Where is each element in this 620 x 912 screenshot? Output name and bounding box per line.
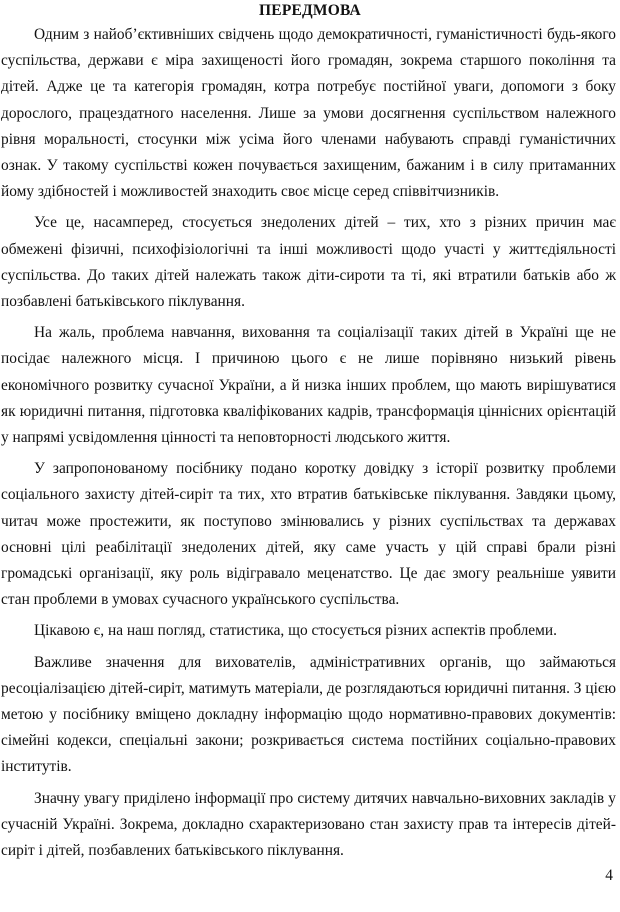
body-text — [1, 22, 616, 869]
paragraph-5: Цікавою є, на наш погляд, статистика, що стосується різних аспектів проблеми. — [34, 622, 557, 640]
paragraph-6: Важливе значення для вихователів, адміністративних органів, що займаються ресоціалізацією дітей-сиріт, матимуть матеріали, де розглядаються юридичні питання. З цією метою у посібнику вміщено докладну інформацію щодо нормативно-правових документів: сімейні кодекси, спеціальні закони; розкривається система постійних соціально-правових інститутів. — [1, 653, 616, 776]
paragraph-2: Усе це, насамперед, стосується знедолених дітей – тих, хто з різних причин має обмежені фізичні, психофізіологічні та інші можливості щодо участі у життєдіяльності суспільства. До таких дітей належать також діти-сироти та ті, які втратили батьків або ж позбавлені батьківського піклування. — [1, 214, 616, 311]
paragraph-4: У запропонованому посібнику подано коротку довідку з історії розвитку проблеми соціального захисту дітей-сиріт та тих, хто втратив батьківське піклування. Завдяки цьому, читач може простежити, як поступово змінювались у різних суспільствах та державах основні цілі реабілітації знедолених дітей, яку саме участь у цій справі брали різні громадські організації, яку роль відігравало меценатство. Це дає змогу реальніше уявити стан проблеми в умовах сучасного українського суспільства. — [1, 460, 616, 609]
page-number: 4 — [605, 867, 613, 884]
paragraph-1: Одним з найоб’єктивніших свідчень щодо демократичності, гуманістичності будь-якого суспільства, держави є міра захищеності його громадян, зокрема старшого покоління та дітей. Адже це та категорія громадян, котра потребує постійної уваги, допомоги з боку дорослого, працездатного населення. Лише за умови досягнення суспільством належного рівня моральності, стосунки між усіма його членами набувають справді гуманістичних ознак. У такому суспільстві кожен почувається захищеним, бажаним і в силу притаманних йому здібностей і можливостей знаходить своє місце серед співвітчизників. — [1, 26, 616, 201]
page-title: ПЕРЕДМОВА — [259, 2, 361, 19]
paragraph-3: На жаль, проблема навчання, виховання та соціалізації таких дітей в Україні ще не посідає належного місця. І причиною цього є не лише порівняно низький рівень економічного розвитку сучасної України, а й низка інших проблем, що мають вирішуватися як юридичні питання, підготовка кваліфікованих кадрів, трансформація ціннісних орієнтацій у напрямі усвідомлення цінності та неповторності людського життя. — [1, 324, 616, 447]
paragraph-7: Значну увагу приділено інформації про систему дитячих навчально-виховних закладів у сучасній Україні. Зокрема, докладно схарактеризовано стан захисту прав та інтересів дітей-сиріт і дітей, позбавлених батьківського піклування. — [1, 789, 616, 860]
